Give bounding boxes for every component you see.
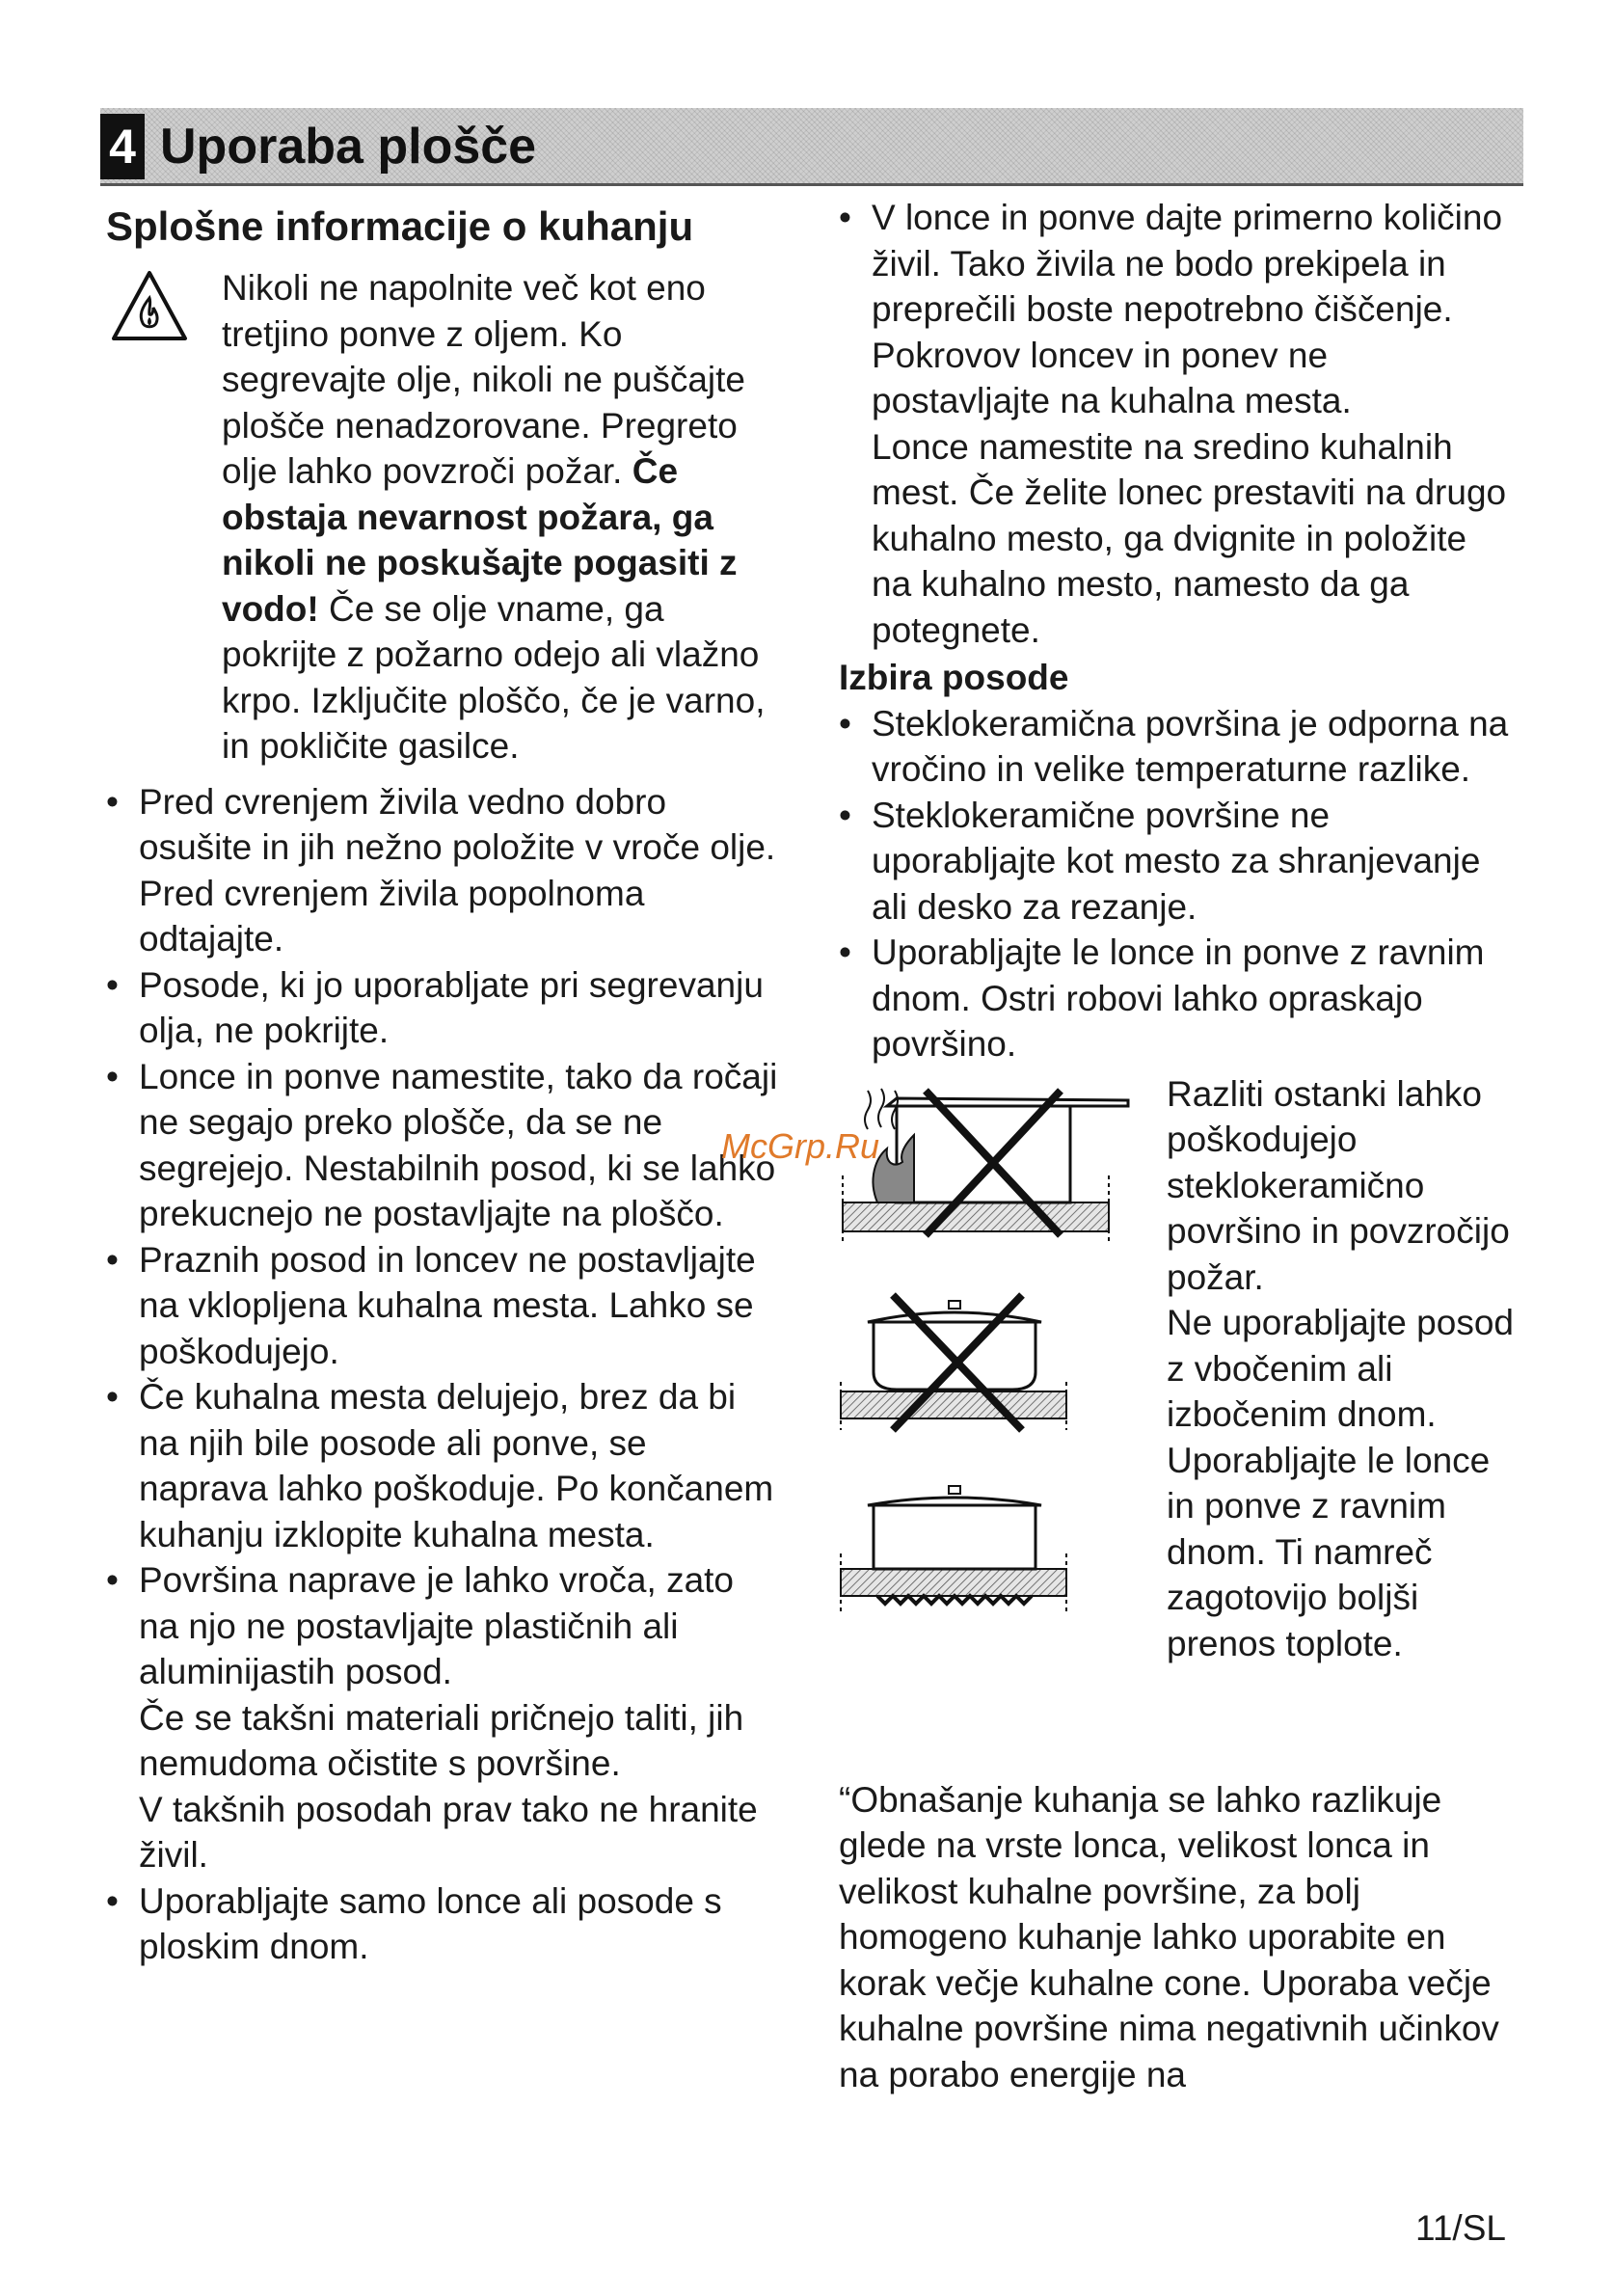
bullet: •: [106, 1560, 119, 1600]
bullet: •: [106, 1377, 119, 1417]
spill-pot-crossed-icon: [839, 1071, 1138, 1245]
list-item-text: Če se takšni materiali pričnejo taliti, jih nemudoma očistite s površine.: [139, 1697, 744, 1783]
list-item-text: Steklokeramične površine ne uporabljajte kot mesto za shranjevanje ali desko za rezanje.: [872, 795, 1481, 927]
section-title: Splošne informacije o kuhanju: [106, 203, 694, 249]
bullet: •: [839, 198, 851, 237]
fire-warning-icon: [110, 269, 189, 342]
warning-text-1: Nikoli ne napolnite več kot eno tretjino ponve z oljem. Ko segrevajte olje, nikoli ne puščajte plošče nenadzorovane. Pregreto olje lahko povzroči požar.: [222, 268, 745, 491]
list-item: [839, 793, 1514, 931]
fire-warning: [106, 265, 781, 770]
list-item: [839, 701, 1514, 793]
left-bullet-list: [106, 779, 781, 1970]
page-number: 11/SL: [1415, 2208, 1506, 2248]
list-item-text: Uporabljajte le lonce in ponve z ravnim dnom. Ostri robovi lahko opraskajo površino.: [872, 932, 1485, 1064]
bullet: •: [106, 781, 119, 822]
list-item: [106, 1054, 781, 1237]
bullet: •: [106, 964, 119, 1005]
warning-text: [222, 265, 781, 770]
curved-pot-crossed-icon: [839, 1285, 1080, 1440]
list-item: [106, 1374, 781, 1557]
list-item-text: V takšnih posodah prav tako ne hranite živil.: [139, 1789, 758, 1875]
flat-pot-correct-icon: [839, 1476, 1080, 1621]
list-item-text: Lonce namestite na sredino kuhalnih mest. Če želite lonec prestaviti na drugo kuhalno mesto, ga dvignite in položite na kuhalno mesto, namesto da ga potegnete.: [872, 426, 1507, 650]
warning-text-2: Če se olje vname, ga pokrijte z požarno odejo ali vlažno krpo. Izključite ploščo, če je varno, in pokličite gasilce.: [222, 588, 766, 766]
warning-bold: Če obstaja nevarnost požara, ga nikoli ne poskušajte pogasiti z vodo!: [222, 451, 738, 629]
left-column: [106, 199, 781, 1970]
list-item-text: Posode, ki jo uporabljate pri segrevanju olja, ne pokrijte.: [139, 964, 764, 1050]
bullet: •: [839, 932, 851, 972]
pot-notes: [1167, 1071, 1514, 1667]
list-item-text: Pred cvrenjem živila vedno dobro osušite in jih nežno položite v vroče olje. Pred cvrenjem živila popolnoma odtajajte.: [139, 781, 776, 959]
pot-bullet-list: [839, 701, 1514, 1067]
bullet: •: [106, 1880, 119, 1921]
closing-paragraph: “Obnašanje kuhanja se lahko razlikuje glede na vrste lonca, velikost lonca in velikost kuhalne površine, za bolj homogeno kuhanje lahko uporabite en korak večje kuhalne cone. Uporaba večje kuhalne površine nima negativnih učinkov na porabo energije na: [839, 1779, 1499, 2094]
subsection-title: Izbira posode: [839, 658, 1069, 697]
list-item: [839, 195, 1514, 653]
pot-note-flat: Uporabljajte le lonce in ponve z ravnim dnom. Ti namreč zagotovijo boljši prenos toplote.: [1167, 1440, 1491, 1663]
pot-note-curved: Ne uporabljajte posod z vbočenim ali izbočenim dnom.: [1167, 1303, 1514, 1434]
pot-illustrations: [839, 1071, 1514, 1766]
list-item: [106, 1237, 781, 1375]
list-item-text: Pokrovov loncev in ponev ne postavljajte na kuhalna mesta.: [872, 335, 1352, 420]
list-item-text: Steklokeramična površina je odporna na vročino in velike temperaturne razlike.: [872, 703, 1509, 789]
chapter-title: Uporaba plošče: [160, 119, 537, 175]
bullet: •: [839, 795, 851, 835]
chapter-header: [100, 108, 1523, 186]
bullet: •: [106, 1056, 119, 1096]
list-item: [839, 930, 1514, 1067]
bullet: •: [839, 703, 851, 743]
list-item-text: Praznih posod in loncev ne postavljajte na vklopljena kuhalna mesta. Lahko se poškodujejo.: [139, 1239, 756, 1371]
list-item: [106, 1878, 781, 1970]
right-top-bullet-list: [839, 195, 1514, 653]
list-item-text: Površina naprave je lahko vroča, zato na njo ne postavljajte plastičnih ali aluminijastih posod.: [139, 1560, 735, 1691]
chapter-number: 4: [100, 114, 145, 179]
list-item-text: V lonce in ponve dajte primerno količino živil. Tako živila ne bodo prekipela in preprečili boste nepotrebno čiščenje.: [872, 198, 1503, 329]
list-item: [106, 779, 781, 962]
pot-note-spill: Razliti ostanki lahko poškodujejo steklokeramično površino in povzročijo požar.: [1167, 1073, 1510, 1297]
right-column: [839, 195, 1514, 2097]
bullet: •: [106, 1239, 119, 1280]
list-item: [106, 1557, 781, 1878]
watermark: McGrp.Ru: [721, 1126, 880, 1166]
list-item-text: Če kuhalna mesta delujejo, brez da bi na njih bile posode ali ponve, se naprava lahko poškoduje. Po končanem kuhanju izklopite kuhalna mesta.: [139, 1377, 774, 1554]
list-item: [106, 962, 781, 1054]
list-item-text: Uporabljajte samo lonce ali posode s ploskim dnom.: [139, 1880, 722, 1966]
list-item-text: Lonce in ponve namestite, tako da ročaji ne segajo preko plošče, da se ne segrejejo. Nestabilnih posod, ki se lahko prekucnejo ne postavljajte na ploščo.: [139, 1056, 778, 1233]
